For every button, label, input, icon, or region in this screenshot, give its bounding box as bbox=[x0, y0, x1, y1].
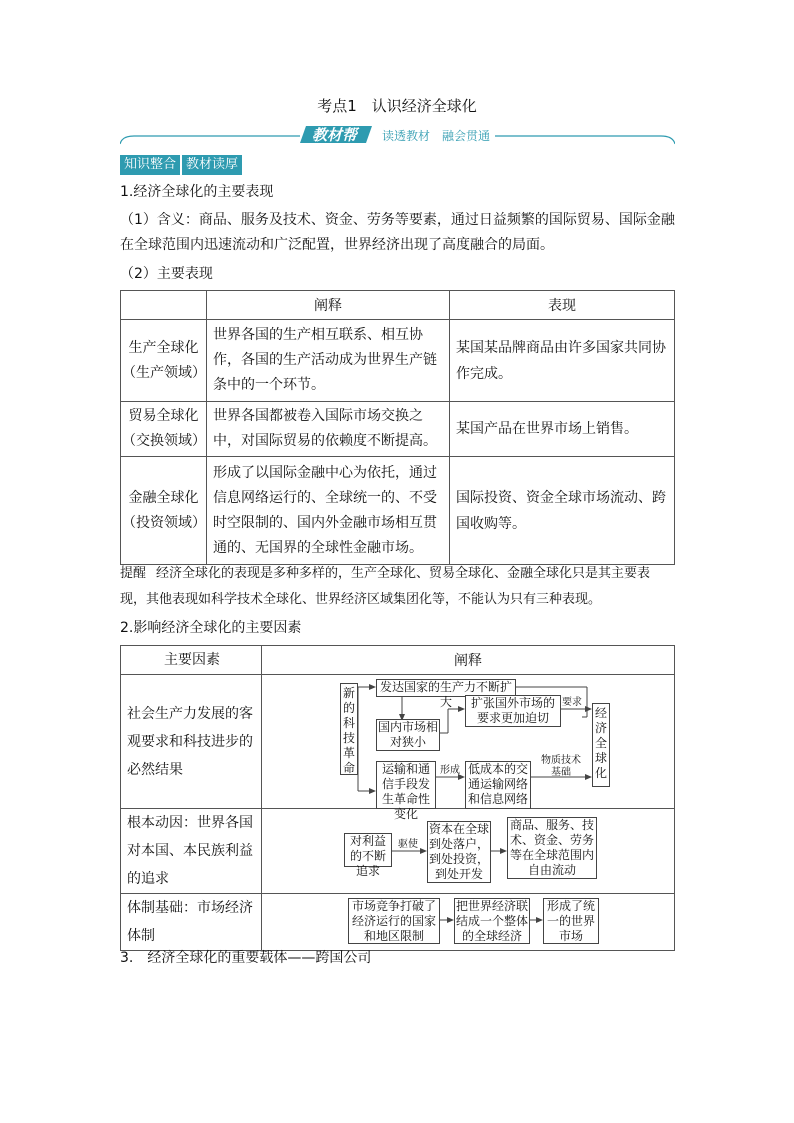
table-header: 阐释 bbox=[207, 291, 450, 320]
reminder-note bbox=[120, 561, 676, 613]
node-domestic-market: 国内市场相对狭小 bbox=[377, 720, 438, 749]
tag-knowledge: 知识整合 bbox=[120, 155, 180, 175]
row-explain: 世界各国都被卷入国际市场交换之中，对国际贸易的依赖度不断提高。 bbox=[207, 402, 450, 457]
node-expand-market: 扩张国外市场的要求更加迫切 bbox=[465, 695, 561, 727]
tag-textbook: 教材读厚 bbox=[182, 155, 242, 175]
table-header: 主要因素 bbox=[121, 646, 262, 675]
node-free-flow: 商品、服务、技术、资金、劳务等在全球范围内自由流动 bbox=[507, 817, 597, 879]
row-name: 生产全球化（生产领域） bbox=[121, 320, 207, 402]
node-interest: 对利益的不断追求 bbox=[344, 833, 392, 867]
diagram-system bbox=[262, 894, 675, 951]
section1-subheading: （2）主要表现 bbox=[120, 266, 213, 282]
manifestation-table bbox=[120, 290, 675, 565]
node-productivity: 发达国家的生产力不断扩大 bbox=[376, 679, 516, 697]
section3-heading: 3. 经济全球化的重要载体——跨国公司 bbox=[120, 950, 372, 966]
factors-table bbox=[120, 645, 675, 951]
reminder-label: 提醒 bbox=[120, 566, 147, 581]
row-name: 金融全球化（投资领域） bbox=[121, 457, 207, 565]
table-header bbox=[121, 291, 207, 320]
diagram-tech bbox=[262, 675, 675, 821]
row-show: 某国某品牌商品由许多国家共同协作完成。 bbox=[450, 320, 675, 402]
row-show: 国际投资、资金全球市场流动、跨国收购等。 bbox=[450, 457, 675, 565]
node-globalization: 经济全球化 bbox=[592, 703, 610, 787]
factor-name: 社会生产力发展的客观要求和科技进步的必然结果 bbox=[121, 675, 262, 809]
node-new-tech: 新的科技革命 bbox=[340, 683, 358, 775]
table-header-row bbox=[121, 291, 675, 320]
node-network: 低成本的交通运输网络和信息网络 bbox=[465, 761, 531, 809]
table-row bbox=[121, 809, 675, 894]
node-whole-economy: 把世界经济联结成一个整体的全球经济 bbox=[455, 899, 528, 943]
label-form: 形成 bbox=[440, 765, 460, 776]
node-competition: 市场竞争打破了经济运行的国家和地区限制 bbox=[348, 898, 440, 944]
table-header: 表现 bbox=[450, 291, 675, 320]
factor-name: 根本动因：世界各国对本国、本民族利益的追求 bbox=[121, 809, 262, 894]
node-capital: 资本在全球到处落户，到处投资，到处开发 bbox=[428, 822, 489, 881]
table-row bbox=[121, 675, 675, 809]
factor-name: 体制基础：市场经济体制 bbox=[121, 894, 262, 951]
label-material-base: 物质技术基础 bbox=[541, 755, 581, 778]
reminder-text: 经济全球化的表现是多种多样的，生产全球化、贸易全球化、金融全球化只是其主要表现，其他表现如科学技术全球化、世界经济区域集团化等，不能认为只有三种表现。 bbox=[120, 566, 651, 607]
row-explain: 形成了以国际金融中心为依托，通过信息网络运行的、全球统一的、不受时空限制的、国内外金融市场相互贯通的、无国界的全球性金融市场。 bbox=[207, 457, 450, 565]
node-world-market: 形成了统一的世界市场 bbox=[543, 898, 599, 944]
row-explain: 世界各国的生产相互联系、相互协作，各国的生产活动成为世界生产链条中的一个环节。 bbox=[207, 320, 450, 402]
banner-logo: 教材帮 bbox=[312, 126, 358, 144]
tag-group bbox=[120, 155, 242, 175]
table-row bbox=[121, 320, 675, 402]
section1-heading: 1.经济全球化的主要表现 bbox=[120, 184, 274, 200]
row-show: 某国产品在世界市场上销售。 bbox=[450, 402, 675, 457]
section1-definition: （1）含义：商品、服务及技术、资金、劳务等要素，通过日益频繁的国际贸易、国际金融在全球范围内迅速流动和广泛配置，世界经济出现了高度融合的局面。 bbox=[120, 212, 675, 253]
table-row bbox=[121, 894, 675, 951]
section2-heading: 2.影响经济全球化的主要因素 bbox=[120, 620, 302, 636]
row-name: 贸易全球化（交换领域） bbox=[121, 402, 207, 457]
table-header-row bbox=[121, 646, 675, 675]
table-row bbox=[121, 402, 675, 457]
banner-slogan: 读透教材 融会贯通 bbox=[382, 129, 491, 143]
node-transport-change: 运输和通信手段发生革命性变化 bbox=[376, 761, 436, 809]
label-require: 要求 bbox=[562, 697, 582, 708]
diagram-motive bbox=[262, 809, 675, 894]
table-header: 阐释 bbox=[262, 646, 675, 675]
table-row bbox=[121, 457, 675, 565]
label-drive: 驱使 bbox=[398, 839, 418, 850]
page-title: 考点1 认识经济全球化 bbox=[317, 97, 477, 115]
